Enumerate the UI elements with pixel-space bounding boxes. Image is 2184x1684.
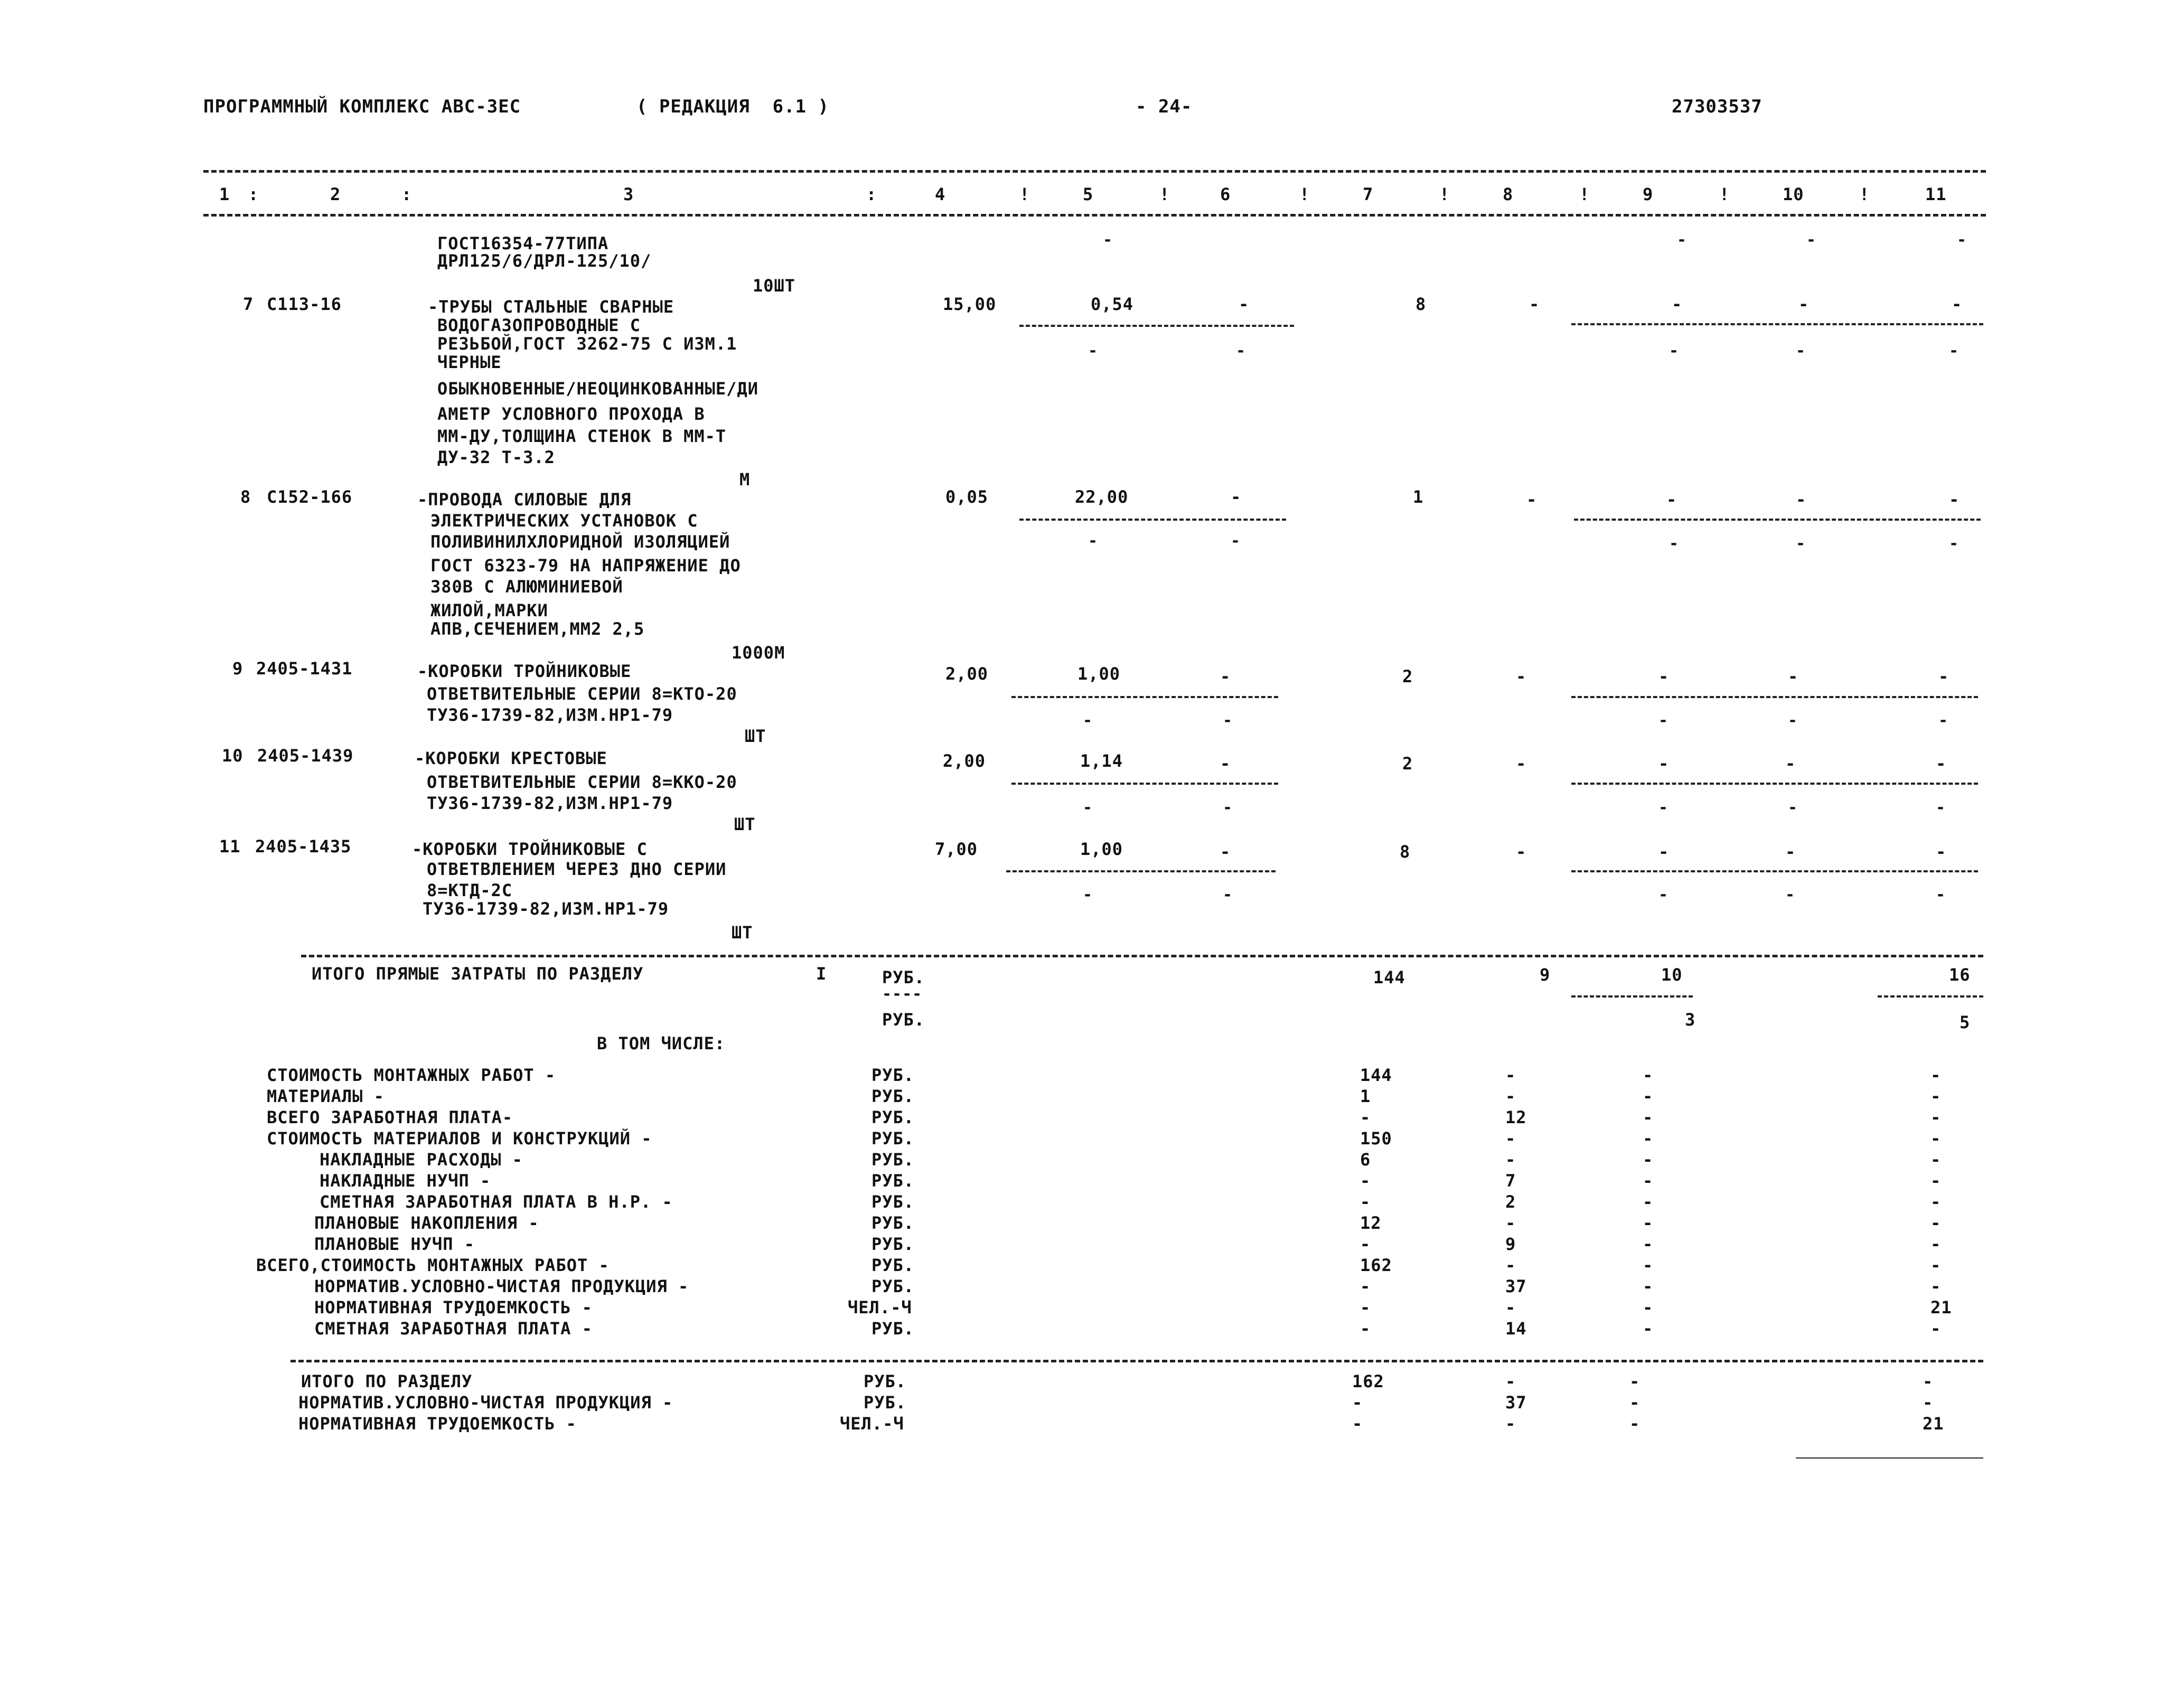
item-col9: - bbox=[1666, 490, 1677, 510]
edition-label: ( РЕДАКЦИЯ 6.1 ) bbox=[636, 96, 829, 117]
breakdown-label: НОРМАТИВ.УСЛОВНО-ЧИСТАЯ ПРОДУКЦИЯ - bbox=[314, 1276, 689, 1296]
dash-mark: - bbox=[1236, 342, 1246, 360]
breakdown-label: ПЛАНОВЫЕ НАКОПЛЕНИЯ - bbox=[314, 1213, 539, 1233]
item-desc-line: -КОРОБКИ ТРОЙНИКОВЫЕ bbox=[417, 661, 632, 681]
item-col6: - bbox=[1220, 666, 1231, 686]
dash-mark: - bbox=[1223, 711, 1233, 730]
page-number: - 24- bbox=[1136, 96, 1193, 117]
item-col8: - bbox=[1516, 842, 1527, 862]
dash-mark: - bbox=[1936, 798, 1946, 817]
breakdown-c7: 162 bbox=[1360, 1255, 1392, 1275]
item-unit: М bbox=[739, 469, 751, 490]
direct-costs-label: ИТОГО ПРЯМЫЕ ЗАТРАТЫ ПО РАЗДЕЛУ bbox=[312, 964, 644, 984]
breakdown-c11: - bbox=[1930, 1086, 1942, 1106]
header-bottom-rule bbox=[203, 214, 1986, 217]
dash-mark: - bbox=[1806, 231, 1817, 249]
breakdown-c8: - bbox=[1505, 1213, 1516, 1233]
item-number: 10 bbox=[222, 746, 243, 766]
breakdown-c11: - bbox=[1930, 1150, 1942, 1170]
item-col7: 2 bbox=[1402, 754, 1413, 774]
breakdown-label: СТОИМОСТЬ МАТЕРИАЛОВ И КОНСТРУКЦИЙ - bbox=[267, 1128, 652, 1149]
breakdown-c11: - bbox=[1930, 1192, 1942, 1212]
breakdown-c9: - bbox=[1643, 1255, 1654, 1275]
breakdown-c7: 6 bbox=[1360, 1150, 1371, 1170]
breakdown-c9: - bbox=[1643, 1319, 1654, 1339]
col-header-9: 9 bbox=[1643, 184, 1654, 204]
item-col7: 8 bbox=[1400, 842, 1411, 862]
item-col6: - bbox=[1220, 754, 1231, 774]
col-separator: : bbox=[866, 184, 877, 204]
item-desc-line: ЖИЛОЙ,МАРКИ bbox=[430, 600, 548, 620]
dash-mark: - bbox=[1223, 798, 1233, 817]
item-col10: - bbox=[1796, 490, 1807, 510]
breakdown-unit: РУБ. bbox=[871, 1276, 915, 1296]
col-header-7: 7 bbox=[1363, 184, 1374, 204]
item-desc-line: -ТРУБЫ СТАЛЬНЫЕ СВАРНЫЕ bbox=[428, 297, 674, 317]
total-c8: - bbox=[1505, 1371, 1516, 1391]
total-label: НОРМАТИВНАЯ ТРУДОЕМКОСТЬ - bbox=[298, 1414, 577, 1434]
section-total-rule bbox=[290, 1360, 1983, 1362]
breakdown-c11: - bbox=[1930, 1213, 1942, 1233]
breakdown-unit: РУБ. bbox=[871, 1255, 915, 1275]
item-desc-line: АПВ,СЕЧЕНИЕМ,ММ2 2,5 bbox=[430, 619, 645, 639]
breakdown-label: НАКЛАДНЫЕ НУЧП - bbox=[320, 1171, 491, 1191]
breakdown-unit: РУБ. bbox=[871, 1319, 915, 1339]
breakdown-c7: - bbox=[1360, 1171, 1371, 1191]
dash-mark: - bbox=[1658, 886, 1669, 904]
breakdown-c9: - bbox=[1643, 1192, 1654, 1212]
subrule bbox=[1571, 870, 1978, 872]
subrule bbox=[1571, 696, 1978, 698]
col-separator: : bbox=[401, 184, 413, 204]
breakdown-c7: - bbox=[1360, 1276, 1371, 1296]
item-desc-line: -ПРОВОДА СИЛОВЫЕ ДЛЯ bbox=[417, 490, 632, 510]
col-separator: ! bbox=[1019, 184, 1030, 204]
col-separator: ! bbox=[1579, 184, 1590, 204]
col-header-10: 10 bbox=[1783, 184, 1804, 204]
dash-mark: - bbox=[1658, 798, 1669, 817]
breakdown-c11: - bbox=[1930, 1171, 1942, 1191]
item-col7: 2 bbox=[1402, 666, 1413, 686]
item-col8: - bbox=[1516, 754, 1527, 774]
direct-costs-c11b: 5 bbox=[1960, 1012, 1971, 1032]
breakdown-unit: РУБ. bbox=[871, 1086, 915, 1106]
total-unit: РУБ. bbox=[864, 1393, 907, 1413]
breakdown-c8: 2 bbox=[1505, 1192, 1516, 1212]
item-desc-line: 8=КТД-2С bbox=[427, 880, 513, 900]
breakdown-c11: - bbox=[1930, 1107, 1942, 1127]
item-unit: 1000М bbox=[732, 643, 785, 663]
total-c11: - bbox=[1923, 1393, 1934, 1413]
item-unit: ШТ bbox=[732, 923, 753, 943]
total-label: НОРМАТИВ.УСЛОВНО-ЧИСТАЯ ПРОДУКЦИЯ - bbox=[298, 1393, 673, 1413]
item-qty: 7,00 bbox=[935, 839, 978, 859]
breakdown-c11: - bbox=[1930, 1234, 1942, 1254]
item-desc-line: ТУ36-1739-82,ИЗМ.НР1-79 bbox=[423, 899, 669, 919]
breakdown-c7: - bbox=[1360, 1297, 1371, 1318]
breakdown-unit: РУБ. bbox=[871, 1213, 915, 1233]
col-header-6: 6 bbox=[1220, 184, 1231, 204]
item-code: 2405-1431 bbox=[256, 658, 353, 679]
item-col9: - bbox=[1658, 842, 1670, 862]
item-col7: 1 bbox=[1413, 487, 1424, 507]
breakdown-c9: - bbox=[1643, 1213, 1654, 1233]
item-number: 8 bbox=[240, 487, 251, 507]
col-separator: ! bbox=[1299, 184, 1310, 204]
dash-mark: - bbox=[1788, 798, 1798, 817]
breakdown-c9: - bbox=[1643, 1150, 1654, 1170]
item-col6: - bbox=[1231, 487, 1242, 507]
item-number: 9 bbox=[232, 658, 243, 679]
item-code: С113-16 bbox=[267, 294, 342, 314]
breakdown-c8: 9 bbox=[1505, 1234, 1516, 1254]
direct-costs-top-rule bbox=[301, 955, 1983, 957]
dash-mark: - bbox=[1788, 711, 1798, 730]
dash-mark: - bbox=[1785, 886, 1796, 904]
breakdown-unit: РУБ. bbox=[871, 1150, 915, 1170]
item-col8: - bbox=[1526, 490, 1538, 510]
breakdown-c9: - bbox=[1643, 1297, 1654, 1318]
program-title: ПРОГРАММНЫЙ КОМПЛЕКС АВС-ЗЕС bbox=[203, 96, 521, 117]
total-c7: - bbox=[1352, 1414, 1363, 1434]
item-number: 11 bbox=[219, 836, 241, 857]
item-desc-line: ВОДОГАЗОПРОВОДНЫЕ С bbox=[437, 315, 641, 335]
item-desc-line: ГОСТ 6323-79 НА НАПРЯЖЕНИЕ ДО bbox=[430, 556, 741, 576]
subrule bbox=[1019, 519, 1286, 521]
direct-costs-c9b: 3 bbox=[1685, 1010, 1696, 1030]
breakdown-c7: - bbox=[1360, 1234, 1371, 1254]
item-desc-line: -КОРОБКИ ТРОЙНИКОВЫЕ С bbox=[412, 839, 648, 859]
col-header-4: 4 bbox=[935, 184, 946, 204]
breakdown-c9: - bbox=[1643, 1276, 1654, 1296]
item-desc-line: 380В С АЛЮМИНИЕВОЙ bbox=[430, 577, 623, 597]
col-header-5: 5 bbox=[1083, 184, 1094, 204]
breakdown-c8: 14 bbox=[1505, 1319, 1527, 1339]
dash-mark: - bbox=[1103, 231, 1113, 249]
breakdown-c11: - bbox=[1930, 1276, 1942, 1296]
header-top-rule bbox=[203, 170, 1986, 173]
breakdown-c9: - bbox=[1643, 1128, 1654, 1149]
direct-costs-unit-2: РУБ. bbox=[882, 1010, 925, 1030]
item-desc-line: РЕЗЬБОЙ,ГОСТ 3262-75 С ИЗМ.1 bbox=[437, 334, 737, 354]
subrule bbox=[1571, 995, 1693, 998]
item-desc-line: ОБЫКНОВЕННЫЕ/НЕОЦИНКОВАННЫЕ/ДИ bbox=[437, 379, 758, 399]
direct-costs-marker: I bbox=[816, 964, 827, 984]
breakdown-label: МАТЕРИАЛЫ - bbox=[267, 1086, 385, 1106]
dash-mark: - bbox=[1957, 231, 1967, 249]
item-col11: - bbox=[1936, 842, 1947, 862]
breakdown-label: ПЛАНОВЫЕ НУЧП - bbox=[314, 1234, 475, 1254]
item-price: 1,14 bbox=[1080, 751, 1123, 771]
item-code: С152-166 bbox=[267, 487, 353, 507]
dash-mark: - bbox=[1936, 886, 1946, 904]
col-separators: : bbox=[248, 184, 259, 204]
col-header-8: 8 bbox=[1503, 184, 1514, 204]
item-col7: 8 bbox=[1416, 294, 1427, 314]
item-price: 1,00 bbox=[1080, 839, 1123, 859]
subrule bbox=[1011, 696, 1278, 698]
item-col8: - bbox=[1516, 666, 1527, 686]
total-unit: РУБ. bbox=[864, 1371, 907, 1391]
breakdown-c11: - bbox=[1930, 1065, 1942, 1085]
item-code: 2405-1439 bbox=[257, 746, 354, 766]
col-separator: ! bbox=[1159, 184, 1170, 204]
breakdown-c7: - bbox=[1360, 1107, 1371, 1127]
prev-item-unit: 10ШТ bbox=[753, 276, 796, 296]
breakdown-c7: - bbox=[1360, 1192, 1371, 1212]
direct-costs-c7: 144 bbox=[1373, 967, 1405, 987]
dash-mark: - bbox=[1949, 342, 1960, 360]
breakdown-c9: - bbox=[1643, 1086, 1654, 1106]
col-header-3: 3 bbox=[623, 184, 634, 204]
subrule bbox=[1019, 325, 1294, 327]
item-desc-line: ТУ36-1739-82,ИЗМ.НР1-79 bbox=[427, 705, 673, 725]
total-c7: 162 bbox=[1352, 1371, 1384, 1391]
direct-costs-unit: РУБ. bbox=[882, 967, 925, 987]
item-code: 2405-1435 bbox=[255, 836, 352, 857]
breakdown-label: НАКЛАДНЫЕ РАСХОДЫ - bbox=[320, 1150, 523, 1170]
breakdown-c8: - bbox=[1505, 1128, 1516, 1149]
direct-costs-c9: 10 bbox=[1661, 965, 1683, 985]
breakdown-unit: РУБ. bbox=[871, 1107, 915, 1127]
item-qty: 2,00 bbox=[943, 751, 986, 771]
item-qty: 2,00 bbox=[945, 664, 989, 684]
total-unit: ЧЕЛ.-Ч bbox=[840, 1414, 904, 1434]
item-desc-line: ММ-ДУ,ТОЛЩИНА СТЕНОК В ММ-Т bbox=[437, 426, 727, 446]
breakdown-c8: - bbox=[1505, 1086, 1516, 1106]
col-separator: ! bbox=[1439, 184, 1450, 204]
breakdown-c8: 12 bbox=[1505, 1107, 1527, 1127]
item-price: 0,54 bbox=[1091, 294, 1134, 314]
item-desc-line: ОТВЕТВИТЕЛЬНЫЕ СЕРИИ 8=ККО-20 bbox=[427, 772, 737, 792]
breakdown-c9: - bbox=[1643, 1107, 1654, 1127]
including-label: В ТОМ ЧИСЛЕ: bbox=[597, 1033, 726, 1053]
breakdown-c11: - bbox=[1930, 1255, 1942, 1275]
dash-mark: - bbox=[1796, 534, 1806, 553]
breakdown-label: ВСЕГО ЗАРАБОТНАЯ ПЛАТА- bbox=[267, 1107, 513, 1127]
dash-mark: - bbox=[1088, 532, 1099, 550]
item-col6: - bbox=[1220, 842, 1231, 862]
item-col11: - bbox=[1949, 490, 1960, 510]
breakdown-c8: 37 bbox=[1505, 1276, 1527, 1296]
item-col9: - bbox=[1658, 666, 1670, 686]
breakdown-label: НОРМАТИВНАЯ ТРУДОЕМКОСТЬ - bbox=[314, 1297, 593, 1318]
total-c11: 21 bbox=[1923, 1414, 1944, 1434]
breakdown-unit: РУБ. bbox=[871, 1065, 915, 1085]
item-col11: - bbox=[1938, 666, 1949, 686]
dash-mark: - bbox=[1083, 886, 1093, 904]
subrule bbox=[1574, 519, 1981, 521]
item-desc-line: -КОРОБКИ КРЕСТОВЫЕ bbox=[415, 748, 607, 768]
breakdown-label: СМЕТНАЯ ЗАРАБОТНАЯ ПЛАТА - bbox=[314, 1319, 593, 1339]
breakdown-label: ВСЕГО,СТОИМОСТЬ МОНТАЖНЫХ РАБОТ - bbox=[256, 1255, 610, 1275]
item-col11: - bbox=[1952, 294, 1963, 314]
breakdown-unit: РУБ. bbox=[871, 1192, 915, 1212]
item-col6: - bbox=[1239, 294, 1250, 314]
dash-mark: - bbox=[1949, 534, 1960, 553]
item-number: 7 bbox=[243, 294, 254, 314]
dash-mark: - bbox=[1658, 711, 1669, 730]
dash-mark: - bbox=[1677, 231, 1688, 249]
item-col9: - bbox=[1658, 754, 1670, 774]
dash-mark: - bbox=[1796, 342, 1806, 360]
breakdown-c7: 1 bbox=[1360, 1086, 1371, 1106]
dash-mark: - bbox=[1223, 886, 1233, 904]
col-header-1: 1 bbox=[219, 184, 230, 204]
item-col10: - bbox=[1798, 294, 1810, 314]
item-unit: ШТ bbox=[734, 814, 756, 834]
dash-mark: ---- bbox=[882, 985, 923, 1003]
breakdown-c11: - bbox=[1930, 1128, 1942, 1149]
breakdown-c8: - bbox=[1505, 1255, 1516, 1275]
breakdown-c7: 150 bbox=[1360, 1128, 1392, 1149]
item-unit: ШТ bbox=[745, 726, 766, 746]
col-header-2: 2 bbox=[330, 184, 341, 204]
item-qty: 15,00 bbox=[943, 294, 997, 314]
prev-item-line: ДРЛ125/6/ДРЛ-125/10/ bbox=[437, 251, 652, 271]
subrule bbox=[1878, 995, 1983, 998]
item-desc-line: ЭЛЕКТРИЧЕСКИХ УСТАНОВОК С bbox=[430, 511, 698, 531]
breakdown-c8: - bbox=[1505, 1150, 1516, 1170]
total-label: ИТОГО ПО РАЗДЕЛУ bbox=[301, 1371, 473, 1391]
item-col10: - bbox=[1788, 666, 1799, 686]
item-col8: - bbox=[1529, 294, 1540, 314]
breakdown-label: СМЕТНАЯ ЗАРАБОТНАЯ ПЛАТА В Н.Р. - bbox=[320, 1192, 673, 1212]
direct-costs-c8: 9 bbox=[1540, 965, 1551, 985]
item-col10: - bbox=[1785, 842, 1796, 862]
subrule bbox=[1011, 783, 1278, 785]
breakdown-c9: - bbox=[1643, 1171, 1654, 1191]
item-desc-line: ТУ36-1739-82,ИЗМ.НР1-79 bbox=[427, 793, 673, 813]
dash-mark: - bbox=[1231, 532, 1241, 550]
prev-item-line: ГОСТ16354-77ТИПА bbox=[437, 233, 609, 253]
item-desc-line: ЧЕРНЫЕ bbox=[437, 352, 502, 372]
breakdown-c7: 144 bbox=[1360, 1065, 1392, 1085]
breakdown-c9: - bbox=[1643, 1234, 1654, 1254]
item-price: 1,00 bbox=[1077, 664, 1121, 684]
item-qty: 0,05 bbox=[945, 487, 989, 507]
dash-mark: - bbox=[1669, 342, 1680, 360]
document-number: 27303537 bbox=[1672, 96, 1763, 117]
breakdown-c8: - bbox=[1505, 1065, 1516, 1085]
breakdown-unit: РУБ. bbox=[871, 1234, 915, 1254]
breakdown-label: СТОИМОСТЬ МОНТАЖНЫХ РАБОТ - bbox=[267, 1065, 556, 1085]
dash-mark: - bbox=[1669, 534, 1680, 553]
item-col9: - bbox=[1672, 294, 1683, 314]
item-col10: - bbox=[1785, 754, 1796, 774]
bottom-rule bbox=[1796, 1457, 1983, 1459]
dash-mark: - bbox=[1088, 342, 1099, 360]
item-price: 22,00 bbox=[1075, 487, 1129, 507]
subrule bbox=[1571, 783, 1978, 785]
col-separator: ! bbox=[1719, 184, 1730, 204]
breakdown-c11: 21 bbox=[1930, 1297, 1952, 1318]
dash-mark: - bbox=[1938, 711, 1949, 730]
total-c11: - bbox=[1923, 1371, 1934, 1391]
subrule bbox=[1006, 870, 1276, 872]
dash-mark: - bbox=[1083, 798, 1093, 817]
total-c8: 37 bbox=[1505, 1393, 1527, 1413]
breakdown-c8: - bbox=[1505, 1297, 1516, 1318]
breakdown-c7: 12 bbox=[1360, 1213, 1382, 1233]
breakdown-unit: РУБ. bbox=[871, 1128, 915, 1149]
item-desc-line: АМЕТР УСЛОВНОГО ПРОХОДА В bbox=[437, 404, 705, 424]
breakdown-unit: ЧЕЛ.-Ч bbox=[848, 1297, 912, 1318]
breakdown-c7: - bbox=[1360, 1319, 1371, 1339]
subrule bbox=[1571, 323, 1983, 325]
item-desc-line: ОТВЕТВИТЕЛЬНЫЕ СЕРИИ 8=КТО-20 bbox=[427, 684, 737, 704]
breakdown-unit: РУБ. bbox=[871, 1171, 915, 1191]
breakdown-c8: 7 bbox=[1505, 1171, 1516, 1191]
col-separator: ! bbox=[1859, 184, 1870, 204]
direct-costs-c11: 16 bbox=[1949, 965, 1971, 985]
dash-mark: - bbox=[1083, 711, 1093, 730]
item-col11: - bbox=[1936, 754, 1947, 774]
breakdown-c11: - bbox=[1930, 1319, 1942, 1339]
total-c9: - bbox=[1629, 1414, 1641, 1434]
item-desc-line: ОТВЕТВЛЕНИЕМ ЧЕРЕЗ ДНО СЕРИИ bbox=[427, 859, 727, 879]
item-desc-line: ДУ-32 Т-3.2 bbox=[437, 447, 555, 467]
breakdown-c9: - bbox=[1643, 1065, 1654, 1085]
item-desc-line: ПОЛИВИНИЛХЛОРИДНОЙ ИЗОЛЯЦИЕЙ bbox=[430, 532, 730, 552]
total-c9: - bbox=[1629, 1393, 1641, 1413]
total-c7: - bbox=[1352, 1393, 1363, 1413]
col-header-11: 11 bbox=[1925, 184, 1947, 204]
total-c9: - bbox=[1629, 1371, 1641, 1391]
total-c8: - bbox=[1505, 1414, 1516, 1434]
